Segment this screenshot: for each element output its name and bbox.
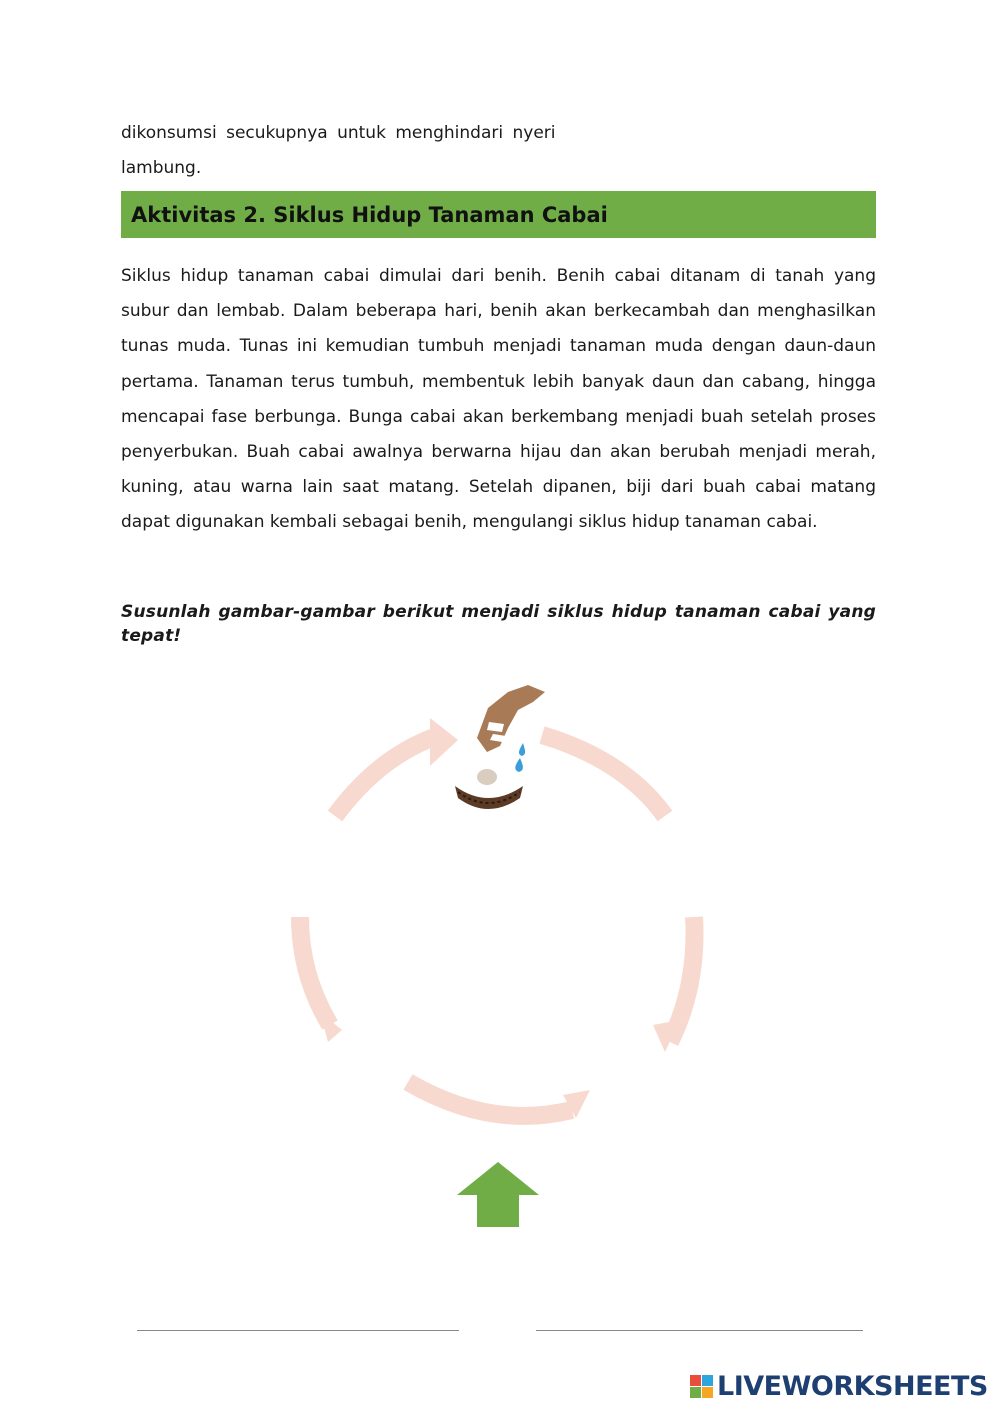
cycle-arc-bottom	[408, 1082, 590, 1118]
liveworksheets-logo[interactable]	[690, 1371, 988, 1402]
section-heading-bar	[121, 191, 876, 238]
section-paragraph: Siklus hidup tanaman cabai dimulai dari benih. Benih cabai ditanam di tanah yang subur dan lembab. Dalam beberapa hari, benih akan berkecambah dan menghasilkan tunas muda. Tunas ini kemudian tumbuh menjadi tanaman muda dengan daun-daun pertama. Tanaman terus tumbuh, membentuk lebih banyak daun dan cabang, hingga mencapai fase berbunga. Bunga cabai akan berkembang menjadi buah setelah proses penyerbukan. Buah cabai awalnya berwarna hijau dan akan berubah menjadi merah, kuning, atau warna lain saat matang. Setelah dipanen, biji dari buah cabai matang dapat digunakan kembali sebagai benih, mengulangi siklus hidup tanaman cabai.	[121, 266, 876, 533]
hand-planting-seed-icon	[455, 685, 545, 809]
cycle-arc-top-left	[335, 718, 458, 816]
logo-text: LIVEWORKSHEETS	[717, 1371, 988, 1402]
cycle-arc-right	[653, 917, 695, 1052]
up-arrow-icon	[457, 1162, 539, 1227]
logo-squares-icon	[690, 1375, 713, 1398]
life-cycle-diagram	[280, 670, 720, 1240]
footer-divider-right	[536, 1330, 863, 1331]
cycle-arc-top-right	[542, 735, 665, 816]
cycle-arc-left	[300, 917, 342, 1042]
section-title: Aktivitas 2. Siklus Hidup Tanaman Cabai	[131, 202, 608, 227]
instruction-text: Susunlah gambar-gambar berikut menjadi siklus hidup tanaman cabai yang tepat!	[121, 602, 876, 646]
intro-text-line-1: dikonsumsi secukupnya untuk menghindari nyeri	[121, 123, 556, 143]
intro-text-line-2: lambung.	[121, 158, 202, 178]
footer-divider-left	[137, 1330, 459, 1331]
